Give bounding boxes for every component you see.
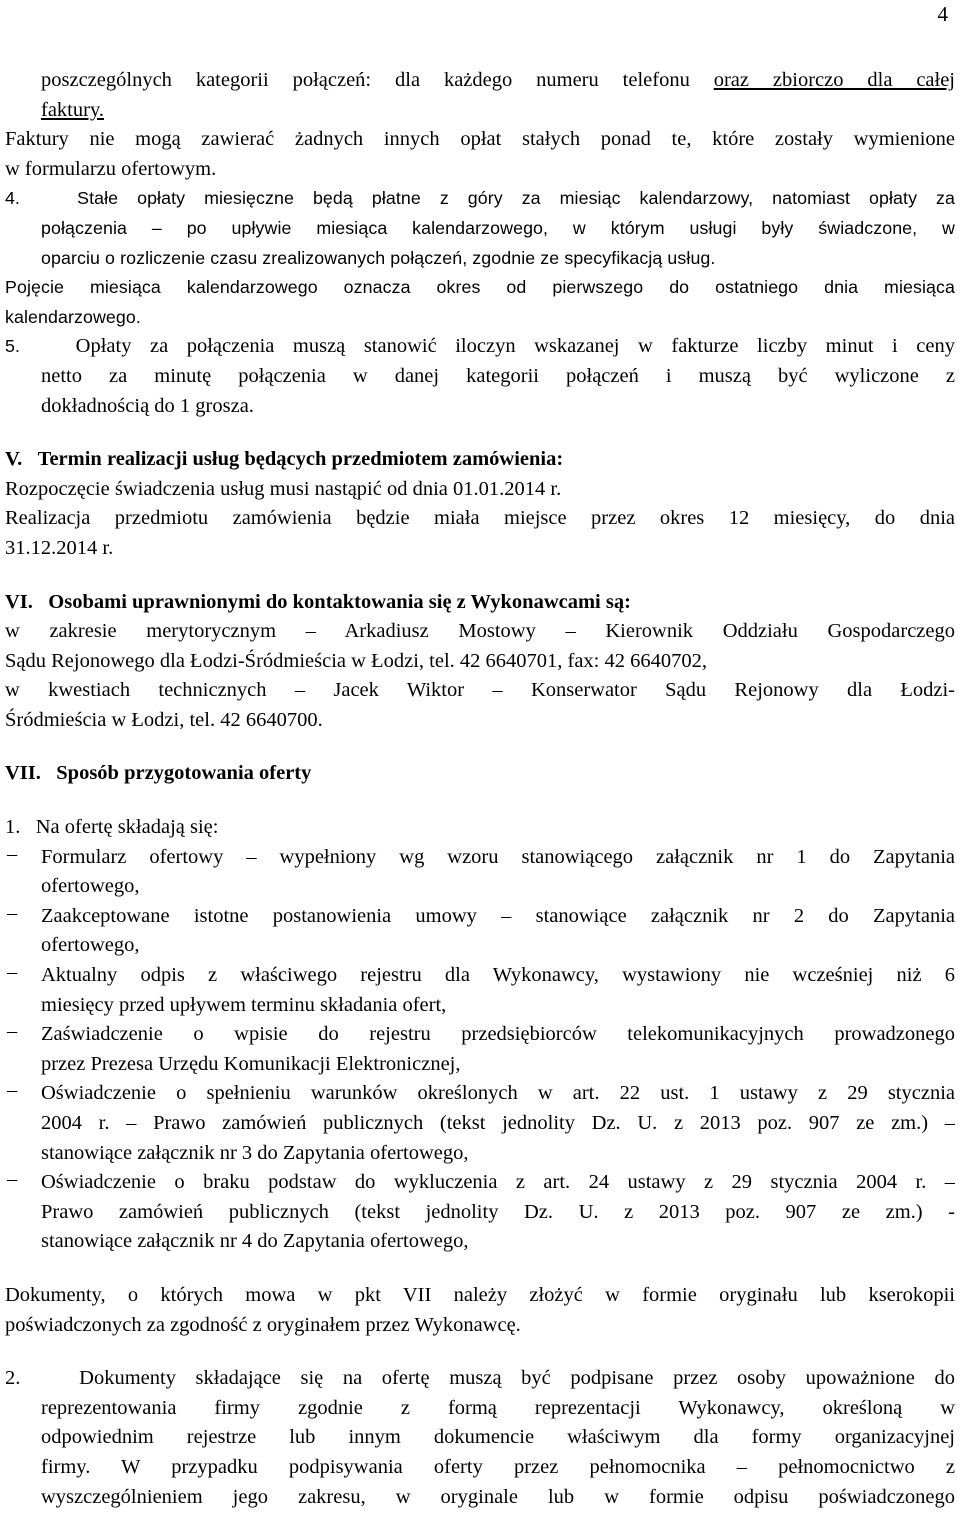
item-1-line <box>5 813 955 843</box>
text-line: Śródmieścia w Łodzi, tel. 42 6640700. <box>5 708 323 731</box>
section-number: VI. <box>5 590 33 613</box>
text-span: Opłaty za połączenia muszą stanowić iloczyn wskazanej w fakturze liczby minut i ceny <box>75 335 955 358</box>
section-heading <box>5 759 955 789</box>
list-item <box>5 902 955 961</box>
list-item-line: Formularz ofertowy – wypełniony wg wzoru stanowiącego załącznik nr 1 do Zapytania <box>41 845 955 868</box>
list-item-line: Aktualny odpis z właściwego rejestru dla Wykonawcy, wystawiony nie wcześniej niż 6 <box>41 964 955 987</box>
list-item <box>5 1168 955 1257</box>
text-line: w zakresie merytorycznym – Arkadiusz Mostowy – Kierownik Oddziału Gospodarczego <box>5 620 955 643</box>
text-line: Rozpoczęcie świadczenia usług musi nastąpić od dnia 01.01.2014 r. <box>5 477 562 500</box>
dash-bullet: – <box>7 1168 18 1191</box>
text-line <box>5 96 955 126</box>
item-number: 4. <box>5 188 21 209</box>
text-line <box>5 66 955 96</box>
section-heading <box>5 445 955 475</box>
text-line: połączenia – po upływie miesiąca kalendarzowego, w którym usługi były świadczone, w <box>41 217 955 238</box>
list-item-line: stanowiące załącznik nr 4 do Zapytania ofertowego, <box>41 1230 469 1253</box>
section-title: Termin realizacji usług będących przedmiotem zamówienia: <box>37 448 564 471</box>
bullet-list <box>5 843 955 1257</box>
list-item-line: przez Prezesa Urzędu Komunikacji Elektronicznej, <box>41 1052 461 1075</box>
text-span: poszczególnych kategorii połączeń: dla każdego numeru telefonu <box>41 69 714 91</box>
text-line: Realizacja przedmiotu zamówienia będzie miała miejsce przez okres 12 miesięcy, do dnia <box>5 507 955 530</box>
section-heading <box>5 588 955 618</box>
underlined-text: faktury. <box>41 98 104 121</box>
item-number: 1. <box>5 816 21 839</box>
text-line: wyszczególnieniem jego zakresu, w oryginale lub w formie odpisu poświadczonego <box>41 1485 955 1508</box>
text-span: Stałe opłaty miesięczne będą płatne z góry za miesiąc kalendarzowy, natomiast opłaty za <box>77 188 955 209</box>
list-item-line: ofertowego, <box>41 934 140 957</box>
page-number: 4 <box>937 2 948 26</box>
document-body <box>5 66 955 1512</box>
dash-bullet: – <box>7 842 18 865</box>
list-item-line: ofertowego, <box>41 875 140 898</box>
list-item-line: Oświadczenie o braku podstaw do wykluczenia z art. 24 ustawy z 29 stycznia 2004 r. – <box>41 1171 955 1194</box>
section-number: V. <box>5 448 23 471</box>
text-line: dokładnością do 1 grosza. <box>41 394 254 417</box>
section-title: Sposób przygotowania oferty <box>56 762 312 785</box>
item-4-line <box>5 184 955 214</box>
list-item <box>5 961 955 1020</box>
item-number: 2. <box>5 1367 21 1390</box>
list-item <box>5 1079 955 1168</box>
text-line: reprezentowania firmy zgodnie z formą reprezentacji Wykonawcy, określoną w <box>41 1396 955 1419</box>
item-2-line <box>5 1364 955 1394</box>
dash-bullet: – <box>7 1020 18 1043</box>
text-line: poświadczonych za zgodność z oryginałem przez Wykonawcę. <box>5 1313 521 1336</box>
item-5-line <box>5 332 955 362</box>
list-item-line: Zaakceptowane istotne postanowienia umowy – stanowiące załącznik nr 2 do Zapytania <box>41 904 955 927</box>
text-line: w formularzu ofertowym. <box>5 157 217 180</box>
text-line: odpowiednim rejestrze lub innym dokumencie właściwym dla formy organizacyjnej <box>41 1426 955 1449</box>
text-line: Sądu Rejonowego dla Łodzi-Śródmieścia w Łodzi, tel. 42 6640701, fax: 42 6640702, <box>5 649 708 672</box>
text-span: Dokumenty składające się na ofertę muszą być podpisane przez osoby upoważnione do <box>79 1367 955 1390</box>
list-item-line: miesięcy przed upływem terminu składania ofert, <box>41 993 447 1016</box>
list-item-line: Oświadczenie o spełnieniu warunków określonych w art. 22 ust. 1 ustawy z 29 stycznia <box>41 1082 955 1105</box>
text-line: kalendarzowego. <box>5 306 141 327</box>
list-item <box>5 843 955 902</box>
dash-bullet: – <box>7 1079 18 1102</box>
list-item-line: Prawo zamówień publicznych (tekst jednolity Dz. U. z 2013 poz. 907 ze zm.) - <box>41 1200 955 1223</box>
item-number: 5. <box>5 336 21 357</box>
section-title: Osobami uprawnionymi do kontaktowania się z Wykonawcami są: <box>48 590 631 613</box>
list-item-line: stanowiące załącznik nr 3 do Zapytania ofertowego, <box>41 1141 469 1164</box>
list-item-line: 2004 r. – Prawo zamówień publicznych (tekst jednolity Dz. U. z 2013 poz. 907 ze zm.) – <box>41 1112 955 1134</box>
text-line: 31.12.2014 r. <box>5 536 114 559</box>
text-line: Pojęcie miesiąca kalendarzowego oznacza okres od pierwszego do ostatniego dnia miesiąca <box>5 277 955 298</box>
section-number: VII. <box>5 762 41 785</box>
text-line: Faktury nie mogą zawierać żadnych innych opłat stałych ponad te, które zostały wymienione <box>5 128 955 151</box>
text-line: netto za minutę połączenia w danej kategorii połączeń i muszą być wyliczone z <box>41 364 955 387</box>
dash-bullet: – <box>7 901 18 924</box>
text-span: Na ofertę składają się: <box>35 816 219 839</box>
dash-bullet: – <box>7 961 18 984</box>
text-line: w kwestiach technicznych – Jacek Wiktor – Konserwator Sądu Rejonowy dla Łodzi- <box>5 679 955 702</box>
text-line: oparciu o rozliczenie czasu zrealizowanych połączeń, zgodnie ze specyfikacją usług. <box>41 247 716 268</box>
text-line: firmy. W przypadku podpisywania oferty przez pełnomocnika – pełnomocnictwo z <box>41 1455 955 1478</box>
list-item-line: Zaświadczenie o wpisie do rejestru przedsiębiorców telekomunikacyjnych prowadzonego <box>41 1023 955 1046</box>
text-line: Dokumenty, o których mowa w pkt VII należy złożyć w formie oryginału lub kserokopii <box>5 1283 955 1306</box>
underlined-text: oraz zbiorczo dla całej <box>713 69 955 91</box>
list-item <box>5 1020 955 1079</box>
